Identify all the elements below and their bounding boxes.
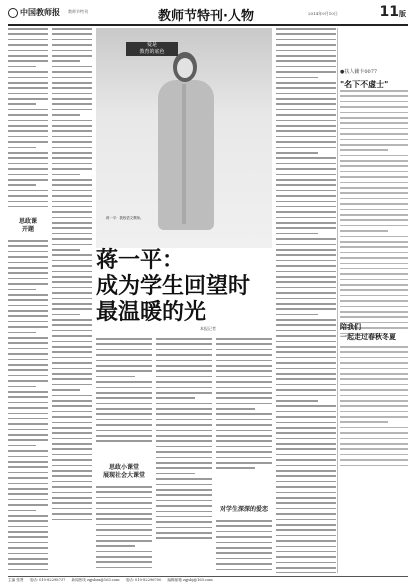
center-subhead-2: 展现社会大课堂 <box>102 472 145 479</box>
column-divider <box>337 28 338 573</box>
center-subhead-1: 思政小课堂 <box>108 464 139 471</box>
sidebar-tag: ●扶人籁卡0077 <box>340 69 378 75</box>
text-column-1 <box>8 28 48 573</box>
teacher-photo <box>96 28 272 248</box>
photo-label-line-1: 爱是 <box>146 42 157 48</box>
byline: 本报记者 <box>200 326 216 331</box>
headline-line-1: 蒋一平： <box>96 248 185 273</box>
seal-icon <box>8 8 18 18</box>
issue-date: 2014年9月10日 <box>308 11 338 16</box>
masthead-subtitle: 教师节特刊 <box>68 9 88 14</box>
text-column-3 <box>96 338 152 573</box>
logo-text: 中国教师报 <box>20 7 60 17</box>
sidebar <box>340 28 408 468</box>
text-column-4 <box>156 338 212 573</box>
footer-phone-1: 电话: 010-82298737 <box>29 578 66 582</box>
feature-headline <box>96 248 272 326</box>
headline-line-2: 成为学生回望时 <box>96 274 251 299</box>
footer-email-2: 编辑邮箱 zgjsbj@163.com <box>167 578 213 582</box>
masthead <box>8 4 408 26</box>
text-column-6 <box>276 28 336 573</box>
page-number <box>380 4 406 20</box>
footer-editor: 主编 张贤 <box>8 578 24 582</box>
newspaper-logo <box>8 7 60 18</box>
page-footer <box>8 576 408 583</box>
photo-caption: 蒋一平：我校语文教师。 <box>106 216 144 220</box>
footer-phone-2: 电话: 010-82296700 <box>125 578 162 582</box>
page-number-value: 11 <box>379 4 399 20</box>
sidebar-title-2b: 一起走过春秋冬夏 <box>340 333 396 341</box>
left-subhead-1: 思政课 <box>18 218 37 225</box>
sidebar-title-2: 陪我们 <box>340 323 361 331</box>
left-subhead-2: 开题 <box>21 226 34 233</box>
footer-email-1: 新闻热线 zgjsbzx@163.com <box>71 578 120 582</box>
headline-line-3: 最温暖的光 <box>96 300 207 325</box>
photo-label-line-2: 教育的底色 <box>139 49 165 55</box>
section-title: 教师节特刊·人物 <box>158 9 254 24</box>
sidebar-title: "名下不虚士" <box>340 80 389 89</box>
photo-label <box>126 42 178 56</box>
center-subhead-3: 对学生深深的爱恋 <box>219 506 268 513</box>
text-column-2 <box>52 28 92 573</box>
page-number-suffix: 版 <box>399 10 406 18</box>
text-column-5 <box>216 338 272 573</box>
